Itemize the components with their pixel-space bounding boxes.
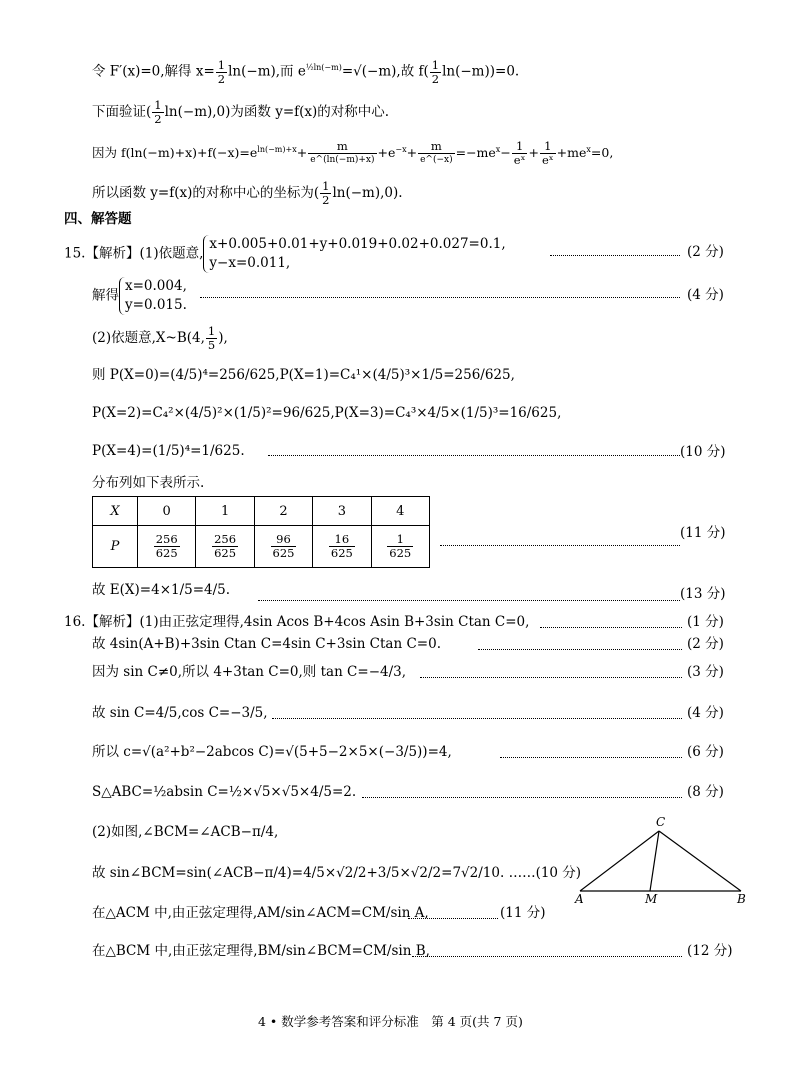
score: (12 分) [687, 943, 733, 959]
segment-cm [650, 831, 659, 891]
leader-dots [408, 918, 498, 919]
q16-line-5: 所以 c=√(a²+b²−2abcos C)=√(5+5−2×5×(−3/5))=4, [92, 744, 452, 760]
table-cell: $\frac{256}{625}$ [196, 526, 254, 568]
score: (2 分) [687, 636, 724, 652]
point-m-label: M [645, 892, 658, 906]
q16-line-8: 故 sin∠BCM=sin(∠ACB−π/4)=4/5×√2/2+3/5×√2/2=7√2/10. ……(10 分) [92, 865, 582, 881]
table-cell: 4 [371, 497, 429, 526]
leader-dots [540, 627, 682, 628]
score: (11 分) [680, 525, 726, 541]
score: (13 分) [680, 586, 726, 602]
leader-dots [258, 600, 680, 601]
q16-line-9: 在△ACM 中,由正弦定理得,AM/sin∠ACM=CM/sin A, [92, 905, 429, 921]
table-cell: $\frac{256}{625}$ [138, 526, 196, 568]
q16-line-6: S△ABC=½absin C=½×√5×√5×4/5=2. [92, 784, 357, 800]
superscript: ½ln(−m) [305, 63, 342, 72]
line-2: 下面验证( $\frac{1}{2}$ ln(−m),0)为函数 y=f(x)的对称中心. [92, 98, 390, 126]
q15-line-2: 解得 x=0.004, y=0.015. [92, 278, 187, 313]
leader-dots [362, 797, 682, 798]
section-title: 四、解答题 [64, 211, 132, 227]
table-cell: 0 [138, 497, 196, 526]
page-footer: 4 • 数学参考答案和评分标准 第 4 页(共 7 页) [258, 1014, 523, 1029]
text: =√(−m),故 f( [341, 63, 429, 80]
table-header-cell: P [93, 526, 138, 568]
prob-line-1: 则 P(X=0)=(4/5)⁴=256/625,P(X=1)=C₄¹×(4/5)³×1/5=256/625, [92, 367, 515, 383]
score: (4 分) [687, 705, 724, 721]
vertex-a-label: A [575, 892, 584, 906]
leader-dots [268, 455, 680, 456]
score: (2 分) [687, 244, 724, 260]
equation-system: x+0.005+0.01+y+0.019+0.02+0.027=0.1, y−x=0.011, [203, 235, 505, 273]
vertex-b-label: B [737, 892, 746, 906]
q15-part2: (2)依题意,X~B(4, $\frac{1}{5}$ ), [92, 324, 228, 352]
text: ln(−m),而 e [228, 63, 306, 80]
table-row [93, 526, 430, 568]
prob-line-2: P(X=2)=C₄²×(4/5)²×(1/5)²=96/625,P(X=3)=C₄³×4/5×(1/5)³=16/625, [92, 405, 562, 421]
table-cell: $\frac{1}{625}$ [371, 526, 429, 568]
table-cell: $\frac{16}{625}$ [313, 526, 371, 568]
q16-line-4: 故 sin C=4/5,cos C=−3/5, [92, 705, 268, 721]
table-header-cell: X [93, 497, 138, 526]
side-bc [659, 831, 741, 891]
leader-dots [550, 255, 680, 256]
score: ……(10 分) [508, 865, 582, 881]
q16-line-1: 16.【解析】(1)由正弦定理得,4sin Acos B+4cos Asin B+3sin Ctan C=0, [64, 614, 530, 630]
dist-intro: 分布列如下表所示. [92, 475, 205, 491]
table-cell: $\frac{96}{625}$ [254, 526, 312, 568]
fraction: $\frac{1}{2}$ [431, 57, 440, 86]
prob-line-3: P(X=4)=(1/5)⁴=1/625. [92, 443, 245, 459]
leader-dots [272, 718, 682, 719]
score: (3 分) [687, 664, 724, 680]
q16-line-7: (2)如图,∠BCM=∠ACB−π/4, [92, 824, 279, 840]
table-row [93, 497, 430, 526]
fraction: $\frac{1}{2}$ [217, 57, 226, 86]
line-1 [92, 58, 519, 86]
q16-line-3: 因为 sin C≠0,所以 4+3tan C=0,则 tan C=−4/3, [92, 664, 407, 680]
score: (1 分) [687, 614, 724, 630]
leader-dots [478, 649, 682, 650]
distribution-table [92, 496, 430, 568]
table-cell: 1 [196, 497, 254, 526]
q15-line-1: 15.【解析】(1)依题意, x+0.005+0.01+y+0.019+0.02+0.027=0.1, y−x=0.011, [64, 236, 506, 271]
table-cell: 2 [254, 497, 312, 526]
table-cell: 3 [313, 497, 371, 526]
text: 令 F′(x)=0,解得 x= [92, 63, 215, 80]
q16-line-10: 在△BCM 中,由正弦定理得,BM/sin∠BCM=CM/sin B, [92, 943, 430, 959]
text: ln(−m))=0. [442, 63, 520, 80]
leader-dots [412, 956, 682, 957]
score: (11 分) [500, 905, 546, 921]
leader-dots [420, 677, 682, 678]
line-4: 所以函数 y=f(x)的对称中心的坐标为( $\frac{1}{2}$ ln(−m),0). [92, 179, 403, 207]
leader-dots [440, 545, 680, 546]
score: (4 分) [687, 287, 724, 303]
score: (8 分) [687, 784, 724, 800]
line-3: 因为 $f(\ln(-m)+x)+f(-x)=e^{ln(-m)+x}+$ $\frac{m}{e\^{}(\ln(-m)+x)}$ $+e^{-x}+$ $\frac{m}{e\^{}(-x)}$ $=-me^x-$ $\frac{1}{\text{eˣ}}$ + $\frac{1}{\text{eˣ}}$ $+me^x=0$, [92, 139, 614, 168]
q16-line-2: 故 4sin(A+B)+3sin Ctan C=4sin C+3sin Ctan C=0. [92, 636, 441, 652]
leader-dots [200, 297, 680, 298]
vertex-c-label: C [656, 815, 666, 829]
score: (6 分) [687, 744, 724, 760]
expectation: 故 E(X)=4×1/5=4/5. [92, 582, 231, 598]
leader-dots [500, 757, 682, 758]
side-ac [580, 831, 659, 891]
score: (10 分) [680, 444, 726, 460]
